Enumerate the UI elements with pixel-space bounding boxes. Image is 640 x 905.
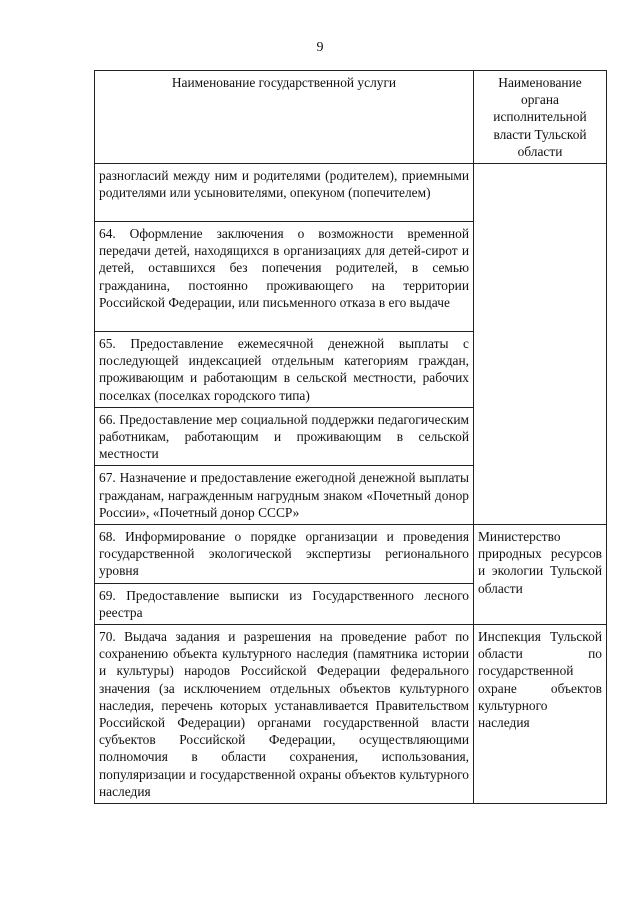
service-cell: 68. Информирование о порядке организации и проведения государственной экологической экспертизы регионального уровня [95, 525, 474, 584]
organ-cell-empty [474, 164, 607, 525]
service-cell: 69. Предоставление выписки из Государственного лесного реестра [95, 583, 474, 624]
organ-cell: Инспекция Тульской области по государственной охране объектов культурного наследия [474, 625, 607, 804]
table-row [95, 525, 607, 584]
service-cell: 70. Выдача задания и разрешения на проведение работ по сохранению объекта культурного наследия (памятника истории и культуры) народов Российской Федерации федерального значения (за исключением отдельных объектов культурного наследия, перечень которых устанавливается Правительством Российской Федерации) органами государственной власти субъектов Российской Федерации, осуществляющими полномочия в области сохранения, использования, популяризации и государственной охраны объектов культурного наследия [95, 625, 474, 804]
service-cell: 65. Предоставление ежемесячной денежной выплаты с последующей индексацией отдельным категориям граждан, проживающим и работающим в сельской местности, рабочих поселках (поселках городского типа) [95, 332, 474, 408]
service-cell: 66. Предоставление мер социальной поддержки педагогическим работникам, работающим и проживающим в сельской местности [95, 407, 474, 466]
service-cell: разногласий между ним и родителями (родителем), приемными родителями или усыновителями, опекуном (попечителем) [95, 164, 474, 222]
table-row [95, 625, 607, 804]
service-cell: 67. Назначение и предоставление ежегодной денежной выплаты гражданам, награжденным нагрудным знаком «Почетный донор России», «Почетный донор СССР» [95, 466, 474, 525]
table-header-row [95, 71, 607, 164]
service-cell: 64. Оформление заключения о возможности временной передачи детей, находящихся в организациях для детей-сирот и детей, оставшихся без попечения родителей, в семью гражданина, постоянно проживающего на территории Российской Федерации, или письменного отказа в его выдаче [95, 222, 474, 332]
header-organ: Наименование органа исполнительной власти Тульской области [474, 71, 607, 164]
organ-cell: Министерство природных ресурсов и экологии Тульской области [474, 525, 607, 625]
header-service: Наименование государственной услуги [95, 71, 474, 164]
services-table [94, 70, 607, 804]
table-row [95, 164, 607, 222]
page-number: 9 [316, 40, 324, 55]
